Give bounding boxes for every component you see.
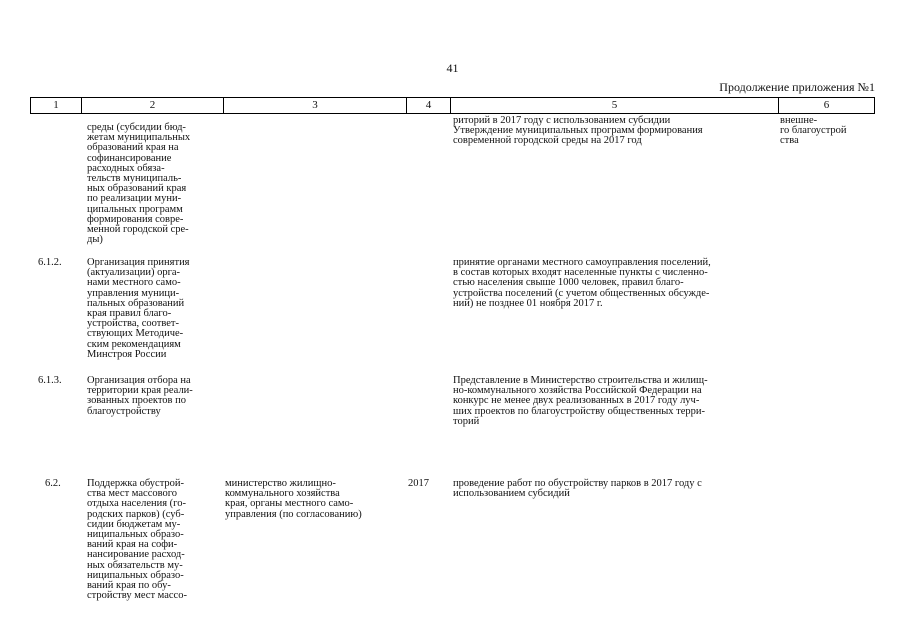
- continuation-note: Продолжение приложения №1: [719, 80, 875, 94]
- row-number: 6.2.: [45, 478, 61, 489]
- row-number: 6.1.3.: [38, 375, 62, 386]
- row-number: 6.1.2.: [38, 257, 62, 268]
- row-col6: внешне- го благоустрой ства: [780, 115, 847, 147]
- header-col-5: 5: [450, 98, 778, 113]
- row-result: риторий в 2017 году с использованием субсидии Утверждение муниципальных программ формирования современной городской среды на 2017 год: [453, 115, 703, 147]
- row-result: проведение работ по обустройству парков в 2017 году с использованием субсидий: [453, 478, 702, 500]
- row-year: 2017: [408, 478, 429, 489]
- row-executor: министерство жилищно- коммунального хозяйства края, органы местного само- управления (по согласованию): [225, 478, 362, 520]
- row-name: среды (субсидии бюд- жетам муниципальных образований края на софинансирование расходных обяза- тельств муниципаль- ных образований края по реализации муни- ципальных программ формирования совре- менной городской сре- ды): [87, 122, 191, 246]
- row-result: принятие органами местного самоуправления поселений, в состав которых входят населенные пункты с численно- стью населения свыше 1000 человек, правил благо- устройства поселений (с учетом общественных обсужде- ний) не позднее 01 ноября 2017 г.: [453, 257, 711, 309]
- header-col-1: 1: [53, 99, 59, 111]
- header-col-2: 2: [81, 98, 223, 113]
- row-name: Организация отбора на территории края реали- зованных проектов по благоустройству: [87, 375, 193, 417]
- header-col-4: 4: [406, 98, 450, 113]
- header-col-6: 6: [778, 98, 874, 113]
- row-result: Представление в Министерство строительства и жилищ- но-коммунального хозяйства Российской Федерации на конкурс не менее двух реализованных в 2017 году луч- ших проектов по благоустройству общественных терри- торий: [453, 375, 708, 427]
- row-name: Организация принятия (актуализации) орга- нами местного само- управления муници- пальных образований края правил благо- устройства, соответ- ствующих Методиче- ским рекомендациям Минстроя России: [87, 257, 190, 360]
- table-header-row: [30, 97, 875, 114]
- row-name: Поддержка обустрой- ства мест массового отдыха населения (го- родских парков) (суб- сидии бюджетам му- ниципальных образо- ваний края на софи- нансирование расход- ных обязательств му- ниципальных образо- ваний края по обу- стройству мест массо-: [87, 478, 187, 602]
- page-number: 41: [446, 61, 459, 75]
- header-col-3: 3: [223, 98, 406, 113]
